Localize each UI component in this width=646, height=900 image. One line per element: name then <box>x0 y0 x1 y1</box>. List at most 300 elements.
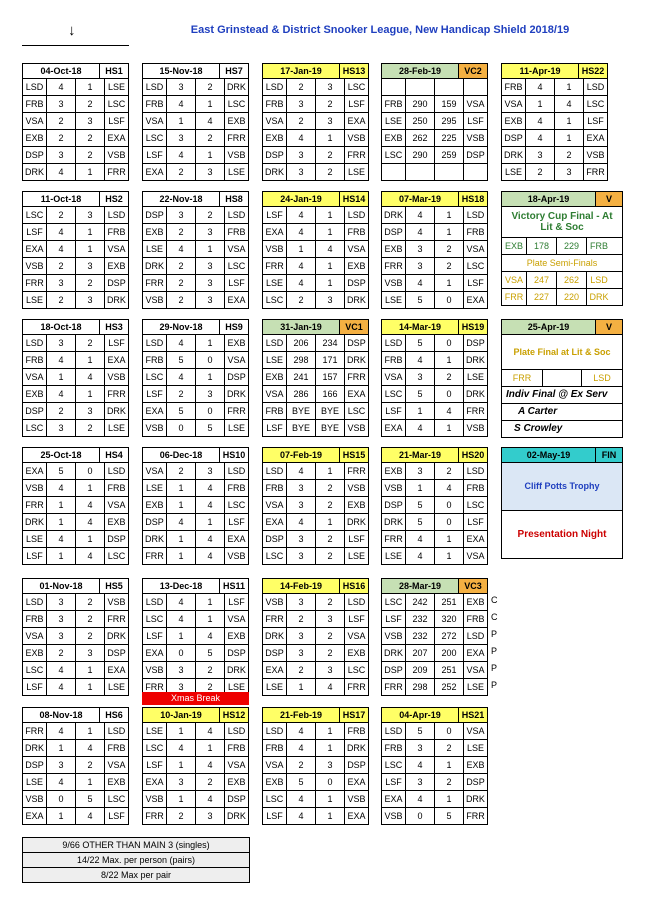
cell: DSP <box>143 514 167 530</box>
cell: LSC <box>227 261 246 271</box>
cell: 2 <box>316 164 345 180</box>
indiv-final-label: Indiv Final @ Ex Serv <box>502 387 622 404</box>
card-date: 08-Nov-18 <box>23 708 100 722</box>
table-row <box>263 147 368 164</box>
cell: 2 <box>196 679 225 695</box>
cell: 4 <box>167 740 196 756</box>
cell: FRB <box>263 740 287 756</box>
cell: 5 <box>196 420 225 436</box>
cell: EXA <box>227 295 246 305</box>
cell: EXB <box>227 777 246 787</box>
cell: 4 <box>406 224 435 240</box>
table-row <box>382 723 487 740</box>
cell: DSP <box>23 757 47 773</box>
cell: FRB <box>502 79 526 95</box>
cell: 2 <box>287 611 316 627</box>
cell: 4 <box>76 369 105 385</box>
cell: DSP <box>502 130 526 146</box>
cell: 1 <box>167 791 196 807</box>
cell: DRK <box>346 517 366 527</box>
victory-cup-line1: Victory Cup Final - At <box>511 211 613 222</box>
cell: 232 <box>406 628 435 644</box>
cell: LSC <box>382 757 406 773</box>
cell: 4 <box>196 497 225 513</box>
cell: 1 <box>316 207 345 223</box>
victory-cup-line2: Lit & Soc <box>502 222 622 238</box>
fixture-card <box>262 707 369 825</box>
table-row <box>23 594 128 611</box>
cell: LSE <box>263 275 287 291</box>
cell: 229 <box>557 238 587 254</box>
cell: 1 <box>435 207 464 223</box>
cell: 1 <box>316 275 345 291</box>
table-row <box>263 352 368 369</box>
cell: LSF <box>108 338 125 348</box>
cell: EXA <box>23 463 47 479</box>
table-row <box>382 386 487 403</box>
cell: 4 <box>47 386 76 402</box>
cell: EXA <box>23 808 47 824</box>
card-date: 14-Mar-19 <box>382 320 459 334</box>
table-row <box>263 207 368 224</box>
cell: EXB <box>227 116 246 126</box>
cell: 5 <box>287 774 316 790</box>
cell: LSE <box>23 531 47 547</box>
cell: VSB <box>143 662 167 678</box>
cell: EXB <box>143 224 167 240</box>
cell: 3 <box>167 79 196 95</box>
cell: 5 <box>76 791 105 807</box>
card-code: HS13 <box>340 64 368 78</box>
table-row <box>263 79 368 96</box>
cell: 1 <box>167 480 196 496</box>
cell: DRK <box>346 355 366 365</box>
fixture-card <box>501 63 608 181</box>
cell: EXB <box>227 631 246 641</box>
cell: 4 <box>287 791 316 807</box>
cell: 1 <box>76 79 105 95</box>
cell: DRK <box>23 514 47 530</box>
cell: 1 <box>47 497 76 513</box>
fixture-card <box>22 578 129 696</box>
card-code: HS16 <box>340 579 368 593</box>
cell: LSF <box>228 517 245 527</box>
cell <box>382 79 406 95</box>
cell: 252 <box>435 679 464 695</box>
table-row <box>23 645 128 662</box>
cell: EXA <box>107 133 126 143</box>
cell: 3 <box>47 335 76 351</box>
fixture-card <box>262 578 369 696</box>
cell: LSD <box>227 210 246 220</box>
cell: FRR <box>382 258 406 274</box>
cell: FRB <box>263 480 287 496</box>
card-code: HS22 <box>579 64 607 78</box>
cell: DSP <box>347 278 366 288</box>
cell: EXA <box>466 295 485 305</box>
fixture-card <box>22 191 129 309</box>
table-row <box>143 96 248 113</box>
cell: 2 <box>316 628 345 644</box>
cell: 3 <box>47 611 76 627</box>
cell: 220 <box>557 289 587 305</box>
cell: 2 <box>287 79 316 95</box>
cell: FRR <box>107 614 126 624</box>
cell: LSF <box>467 278 484 288</box>
table-row <box>263 791 368 808</box>
cell: DRK <box>226 82 246 92</box>
table-row <box>382 594 487 611</box>
fixture-card <box>142 319 249 437</box>
table-row <box>263 808 368 824</box>
table-row <box>143 463 248 480</box>
cell: 2 <box>47 645 76 661</box>
table-row <box>143 403 248 420</box>
cell: 4 <box>316 679 345 695</box>
table-row <box>23 292 128 308</box>
cell: 3 <box>47 757 76 773</box>
cell: VSB <box>143 292 167 308</box>
cell: 1 <box>47 369 76 385</box>
cell: 1 <box>526 96 555 112</box>
cell: 1 <box>435 275 464 291</box>
table-row <box>502 113 607 130</box>
cell: EXA <box>143 403 167 419</box>
cell: 3 <box>196 275 225 291</box>
cell: 0 <box>196 403 225 419</box>
table-row <box>143 791 248 808</box>
cell: EXB <box>23 130 47 146</box>
card-date: 28-Mar-19 <box>382 579 459 593</box>
table-row <box>143 628 248 645</box>
cell: 1 <box>167 497 196 513</box>
cell: FRB <box>466 614 485 624</box>
table-row <box>23 497 128 514</box>
cell: EXB <box>143 497 167 513</box>
cell: 2 <box>167 463 196 479</box>
cell: 3 <box>287 164 316 180</box>
cell: FRB <box>143 96 167 112</box>
card-code: HS19 <box>459 320 487 334</box>
cell: 2 <box>316 594 345 610</box>
table-row <box>263 275 368 292</box>
cell: DSP <box>466 777 485 787</box>
cell: FRB <box>263 403 287 419</box>
cell: 2 <box>47 292 76 308</box>
cell: 4 <box>526 113 555 129</box>
cell: 4 <box>196 791 225 807</box>
cell <box>435 164 464 180</box>
cell: 4 <box>47 723 76 739</box>
cell: LSC <box>107 794 126 804</box>
card-date: 07-Feb-19 <box>263 448 340 462</box>
cell: 1 <box>196 594 225 610</box>
cell: EXA <box>263 514 287 530</box>
table-row <box>23 740 128 757</box>
cell: 157 <box>316 369 345 385</box>
cell: DRK <box>143 258 167 274</box>
cell: 1 <box>47 808 76 824</box>
cell: 3 <box>287 531 316 547</box>
cell: LSD <box>382 335 406 351</box>
cell: 3 <box>287 96 316 112</box>
cell: DSP <box>23 403 47 419</box>
cell: LSF <box>23 679 47 695</box>
table-row <box>143 723 248 740</box>
cell: 2 <box>435 740 464 756</box>
cell: LSF <box>108 811 125 821</box>
cell: LSC <box>382 147 406 163</box>
cell: LSD <box>263 335 287 351</box>
table-row <box>23 241 128 258</box>
cell: FRR <box>466 406 485 416</box>
cell: 227 <box>527 289 557 305</box>
fixture-card <box>22 63 129 181</box>
cell: BYE <box>316 420 345 436</box>
cell: EXB <box>23 386 47 402</box>
cell: EXB <box>382 130 406 146</box>
cell: LSD <box>382 723 406 739</box>
cell: DSP <box>227 648 246 658</box>
cell: 1 <box>316 514 345 530</box>
table-row <box>23 662 128 679</box>
cell: LSC <box>143 611 167 627</box>
cell: LSE <box>143 480 167 496</box>
cell: EXA <box>227 534 246 544</box>
cell: 2 <box>76 275 105 291</box>
cell: 166 <box>316 386 345 402</box>
table-row <box>382 514 487 531</box>
cell: 5 <box>406 497 435 513</box>
cell: LSF <box>467 517 484 527</box>
cell: 1 <box>435 757 464 773</box>
card-code: HS7 <box>225 66 243 76</box>
cell: 3 <box>287 628 316 644</box>
cell: LSF <box>382 774 406 790</box>
cell: FRR <box>586 167 605 177</box>
table-row <box>23 96 128 113</box>
cell: DSP <box>347 760 366 770</box>
table-row <box>143 548 248 564</box>
cell: 2 <box>76 594 105 610</box>
cell: EXB <box>263 130 287 146</box>
cell: 1 <box>47 740 76 756</box>
table-row <box>382 241 487 258</box>
table-row <box>382 403 487 420</box>
table-row <box>263 386 368 403</box>
cell: LSD <box>227 726 246 736</box>
cell: 2 <box>47 207 76 223</box>
table-row <box>263 757 368 774</box>
cell: 2 <box>316 531 345 547</box>
cell: 1 <box>196 241 225 257</box>
cell: 4 <box>196 628 225 644</box>
cell: VSA <box>347 631 366 641</box>
table-row <box>143 514 248 531</box>
cell: 4 <box>526 130 555 146</box>
cell: 4 <box>196 113 225 129</box>
plate-semis-label: Plate Semi-Finals <box>502 255 622 272</box>
cell: 2 <box>76 628 105 644</box>
card-code: V <box>596 192 622 206</box>
plate-final-label: Plate Final at Lit & Soc <box>502 335 622 370</box>
cell: 1 <box>167 757 196 773</box>
cell: 2 <box>435 241 464 257</box>
cell: FRR <box>347 372 366 382</box>
cell: 4 <box>76 740 105 756</box>
cell: LSE <box>263 679 287 695</box>
cell: DSP <box>466 338 485 348</box>
note: 14/22 Max. per person (pairs) <box>23 853 249 868</box>
card-date: 28-Feb-19 <box>382 64 459 78</box>
cell: VSA <box>263 757 287 773</box>
cell: LSE <box>23 774 47 790</box>
cell: LSC <box>143 740 167 756</box>
cell: VSB <box>107 597 126 607</box>
table-row <box>23 369 128 386</box>
cell: 298 <box>406 679 435 695</box>
cell: DSP <box>107 648 126 658</box>
cell: LSE <box>227 167 245 177</box>
cell: DSP <box>466 150 485 160</box>
table-row <box>382 774 487 791</box>
cell: 290 <box>406 147 435 163</box>
cell: LSC <box>23 420 47 436</box>
cell: VSB <box>143 420 167 436</box>
cell: 5 <box>406 292 435 308</box>
card-date: 21-Feb-19 <box>263 708 340 722</box>
card-date: 21-Mar-19 <box>382 448 459 462</box>
cell: 3 <box>167 207 196 223</box>
cell: 4 <box>196 723 225 739</box>
cell: LSC <box>227 500 246 510</box>
cell: FRR <box>23 723 47 739</box>
cell: VSA <box>227 355 246 365</box>
cell: 1 <box>76 352 105 368</box>
cell: VSA <box>466 726 485 736</box>
side-letter: C <box>491 595 498 605</box>
card-code: HS9 <box>225 322 243 332</box>
cell: DRK <box>263 164 287 180</box>
cell: LSC <box>347 82 366 92</box>
cell: 1 <box>406 480 435 496</box>
divider <box>22 45 129 46</box>
cell: EXB <box>347 648 366 658</box>
cell: 5 <box>406 514 435 530</box>
table-row <box>23 531 128 548</box>
cell: 1 <box>196 740 225 756</box>
cell: DRK <box>465 355 485 365</box>
cell: 4 <box>287 207 316 223</box>
cell: FRR <box>263 258 287 274</box>
cell: EXB <box>347 500 366 510</box>
card-date: 04-Apr-19 <box>382 708 459 722</box>
cell: DRK <box>382 207 406 223</box>
table-row <box>382 96 487 113</box>
cell: LSD <box>263 723 287 739</box>
notes-box <box>22 837 250 883</box>
cell: FRB <box>23 352 47 368</box>
table-row <box>263 369 368 386</box>
cell: VSB <box>23 791 47 807</box>
cell: 0 <box>435 386 464 402</box>
cell: VSB <box>382 628 406 644</box>
card-code: VC1 <box>340 320 368 334</box>
cell: EXA <box>143 164 167 180</box>
cell: FRR <box>143 808 167 824</box>
cell: VSA <box>263 386 287 402</box>
card-code: HS14 <box>340 192 368 206</box>
cell: VSB <box>347 794 366 804</box>
cell: FRR <box>143 275 167 291</box>
table-row <box>382 463 487 480</box>
cell <box>382 164 406 180</box>
table-row <box>263 224 368 241</box>
cell: EXA <box>107 355 126 365</box>
cell: FRR <box>227 406 246 416</box>
cell: 272 <box>435 628 464 644</box>
plate-final-card <box>501 319 623 438</box>
cell: FRR <box>107 389 126 399</box>
cell: 250 <box>406 113 435 129</box>
table-row <box>23 403 128 420</box>
cell: 3 <box>287 548 316 564</box>
cell: 1 <box>76 679 105 695</box>
cell: LSF <box>108 116 125 126</box>
cell: 1 <box>167 548 196 564</box>
cell: 4 <box>287 723 316 739</box>
table-row <box>23 514 128 531</box>
cell: 3 <box>47 275 76 291</box>
cell: DSP <box>107 278 126 288</box>
cell: 4 <box>287 740 316 756</box>
cell: 4 <box>47 241 76 257</box>
cell: VSA <box>227 614 246 624</box>
cell: LSD <box>23 79 47 95</box>
table-row <box>263 463 368 480</box>
cell: EXA <box>466 534 485 544</box>
cell: VSA <box>227 244 246 254</box>
cell: 3 <box>196 258 225 274</box>
cell: 0 <box>196 352 225 368</box>
cell: 4 <box>47 662 76 678</box>
table-row <box>263 594 368 611</box>
table-row <box>143 130 248 147</box>
table-row <box>143 774 248 791</box>
table-row <box>263 130 368 147</box>
cell: FRR <box>347 466 366 476</box>
table-row <box>23 791 128 808</box>
cell: LSD <box>586 82 605 92</box>
side-letter: P <box>491 629 498 639</box>
table-row <box>382 164 487 180</box>
side-letter: P <box>491 646 498 656</box>
cell: LSE <box>347 167 365 177</box>
cell: 259 <box>435 147 464 163</box>
cell: FRB <box>466 483 485 493</box>
cell: DRK <box>106 295 126 305</box>
table-row <box>382 275 487 292</box>
cell: 1 <box>435 420 464 436</box>
card-date: 18-Apr-19 <box>502 192 596 206</box>
cell: 2 <box>76 147 105 163</box>
cell: 4 <box>287 224 316 240</box>
cell: LSD <box>23 594 47 610</box>
cell: 2 <box>196 130 225 146</box>
cell: 1 <box>196 96 225 112</box>
cell: EXB <box>23 645 47 661</box>
card-date: 06-Dec-18 <box>143 448 220 462</box>
